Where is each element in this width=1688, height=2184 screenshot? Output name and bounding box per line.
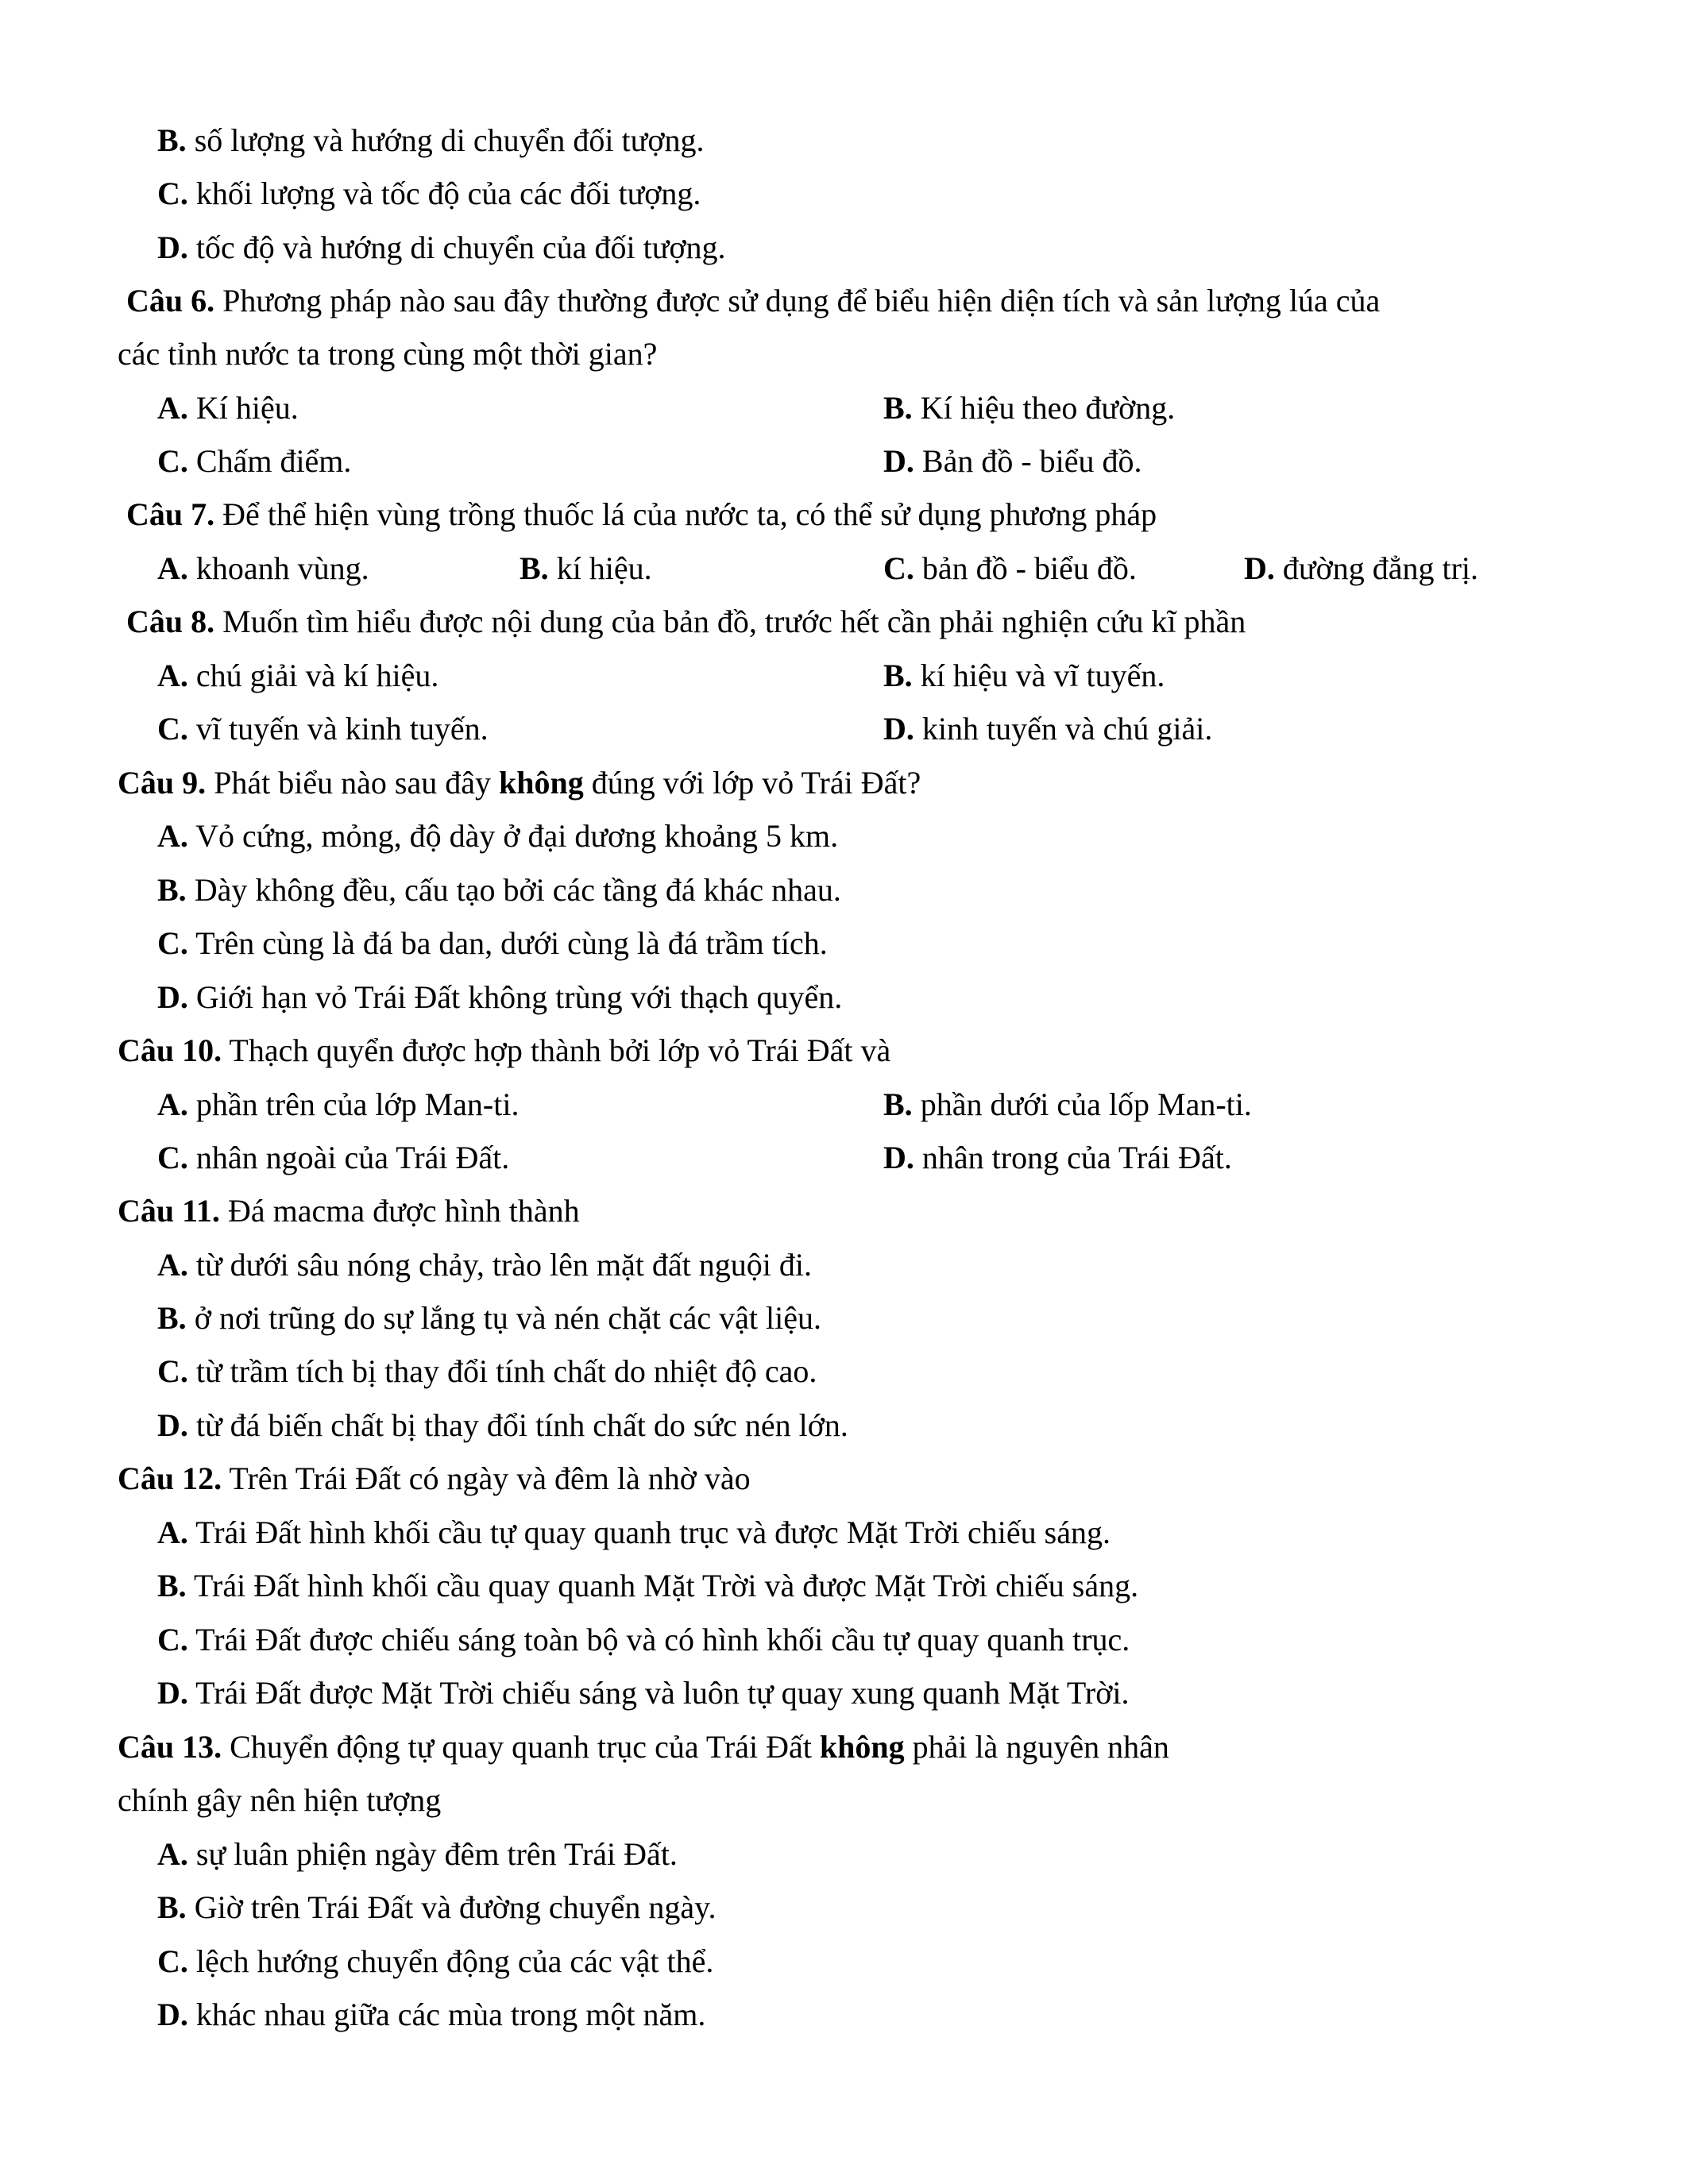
q11-option-a: A. từ dưới sâu nóng chảy, trào lên mặt đất nguội đi. [157, 1247, 812, 1283]
q8-option-b: B. kí hiệu và vĩ tuyến. [883, 658, 1165, 693]
q11-option-d: D. từ đá biến chất bị thay đổi tính chất do sức nén lớn. [157, 1407, 848, 1443]
q10-stem: Câu 10. Thạch quyển được hợp thành bởi lớp vỏ Trái Đất và [118, 1032, 891, 1068]
q7-option-a: A. khoanh vùng. [157, 550, 369, 586]
q6-stem-line2: các tỉnh nước ta trong cùng một thời gian? [118, 336, 658, 372]
q10-option-d: D. nhân trong của Trái Đất. [883, 1140, 1232, 1175]
q5-option-d: D. tốc độ và hướng di chuyển của đối tượng. [157, 230, 726, 265]
q8-stem: Câu 8. Muốn tìm hiểu được nội dung của bản đồ, trước hết cần phải nghiện cứu kĩ phần [126, 604, 1246, 639]
q13-option-b: B. Giờ trên Trái Đất và đường chuyển ngày. [157, 1889, 717, 1925]
q6-option-d: D. Bản đồ - biểu đồ. [883, 443, 1142, 479]
q11-stem: Câu 11. Đá macma được hình thành [118, 1193, 580, 1229]
q9-option-b: B. Dày không đều, cấu tạo bởi các tầng đá khác nhau. [157, 872, 841, 908]
q9-option-a: A. Vỏ cứng, mỏng, độ dày ở đại dương khoảng 5 km. [157, 818, 839, 854]
q13-option-c: C. lệch hướng chuyển động của các vật thể. [157, 1943, 714, 1979]
q5-option-c: C. khối lượng và tốc độ của các đối tượng. [157, 176, 701, 211]
q7-option-b: B. kí hiệu. [520, 550, 652, 586]
q13-stem-line1: Câu 13. Chuyển động tự quay quanh trục của Trái Đất không phải là nguyên nhân [118, 1729, 1169, 1765]
q10-option-b: B. phần dưới của lốp Man-ti. [883, 1086, 1252, 1122]
q12-stem: Câu 12. Trên Trái Đất có ngày và đêm là nhờ vào [118, 1461, 751, 1496]
q10-option-a: A. phần trên của lớp Man-ti. [157, 1086, 520, 1122]
q13-option-d: D. khác nhau giữa các mùa trong một năm. [157, 1997, 706, 2032]
q9-option-c: C. Trên cùng là đá ba dan, dưới cùng là đá trầm tích. [157, 925, 828, 961]
q12-option-a: A. Trái Đất hình khối cầu tự quay quanh trục và được Mặt Trời chiếu sáng. [157, 1515, 1111, 1550]
q8-option-d: D. kinh tuyến và chú giải. [883, 711, 1213, 747]
q8-option-c: C. vĩ tuyến và kinh tuyến. [157, 711, 489, 747]
q12-option-c: C. Trái Đất được chiếu sáng toàn bộ và có hình khối cầu tự quay quanh trục. [157, 1622, 1130, 1657]
q12-option-d: D. Trái Đất được Mặt Trời chiếu sáng và luôn tự quay xung quanh Mặt Trời. [157, 1675, 1130, 1711]
q11-option-b: B. ở nơi trũng do sự lắng tụ và nén chặt các vật liệu. [157, 1300, 822, 1336]
q10-option-c: C. nhân ngoài của Trái Đất. [157, 1140, 510, 1175]
q6-option-b: B. Kí hiệu theo đường. [883, 390, 1176, 426]
q7-option-d: D. đường đẳng trị. [1244, 550, 1479, 586]
q6-option-c: C. Chấm điểm. [157, 443, 352, 479]
q6-stem-line1: Câu 6. Phương pháp nào sau đây thường được sử dụng để biểu hiện diện tích và sản lượng lúa của [126, 283, 1381, 318]
q7-option-c: C. bản đồ - biểu đồ. [883, 550, 1137, 586]
q9-stem: Câu 9. Phát biểu nào sau đây không đúng với lớp vỏ Trái Đất? [118, 765, 921, 801]
q9-option-d: D. Giới hạn vỏ Trái Đất không trùng với thạch quyển. [157, 979, 843, 1015]
q11-option-c: C. từ trầm tích bị thay đổi tính chất do nhiệt độ cao. [157, 1353, 817, 1389]
q13-stem-line2: chính gây nên hiện tượng [118, 1782, 442, 1818]
q5-option-b: B. số lượng và hướng di chuyển đối tượng. [157, 122, 705, 158]
q7-stem: Câu 7. Để thể hiện vùng trồng thuốc lá của nước ta, có thể sử dụng phương pháp [126, 496, 1157, 532]
q12-option-b: B. Trái Đất hình khối cầu quay quanh Mặt Trời và được Mặt Trời chiếu sáng. [157, 1568, 1139, 1603]
q13-option-a: A. sự luân phiện ngày đêm trên Trái Đất. [157, 1836, 678, 1872]
q6-option-a: A. Kí hiệu. [157, 390, 299, 426]
q8-option-a: A. chú giải và kí hiệu. [157, 658, 439, 693]
